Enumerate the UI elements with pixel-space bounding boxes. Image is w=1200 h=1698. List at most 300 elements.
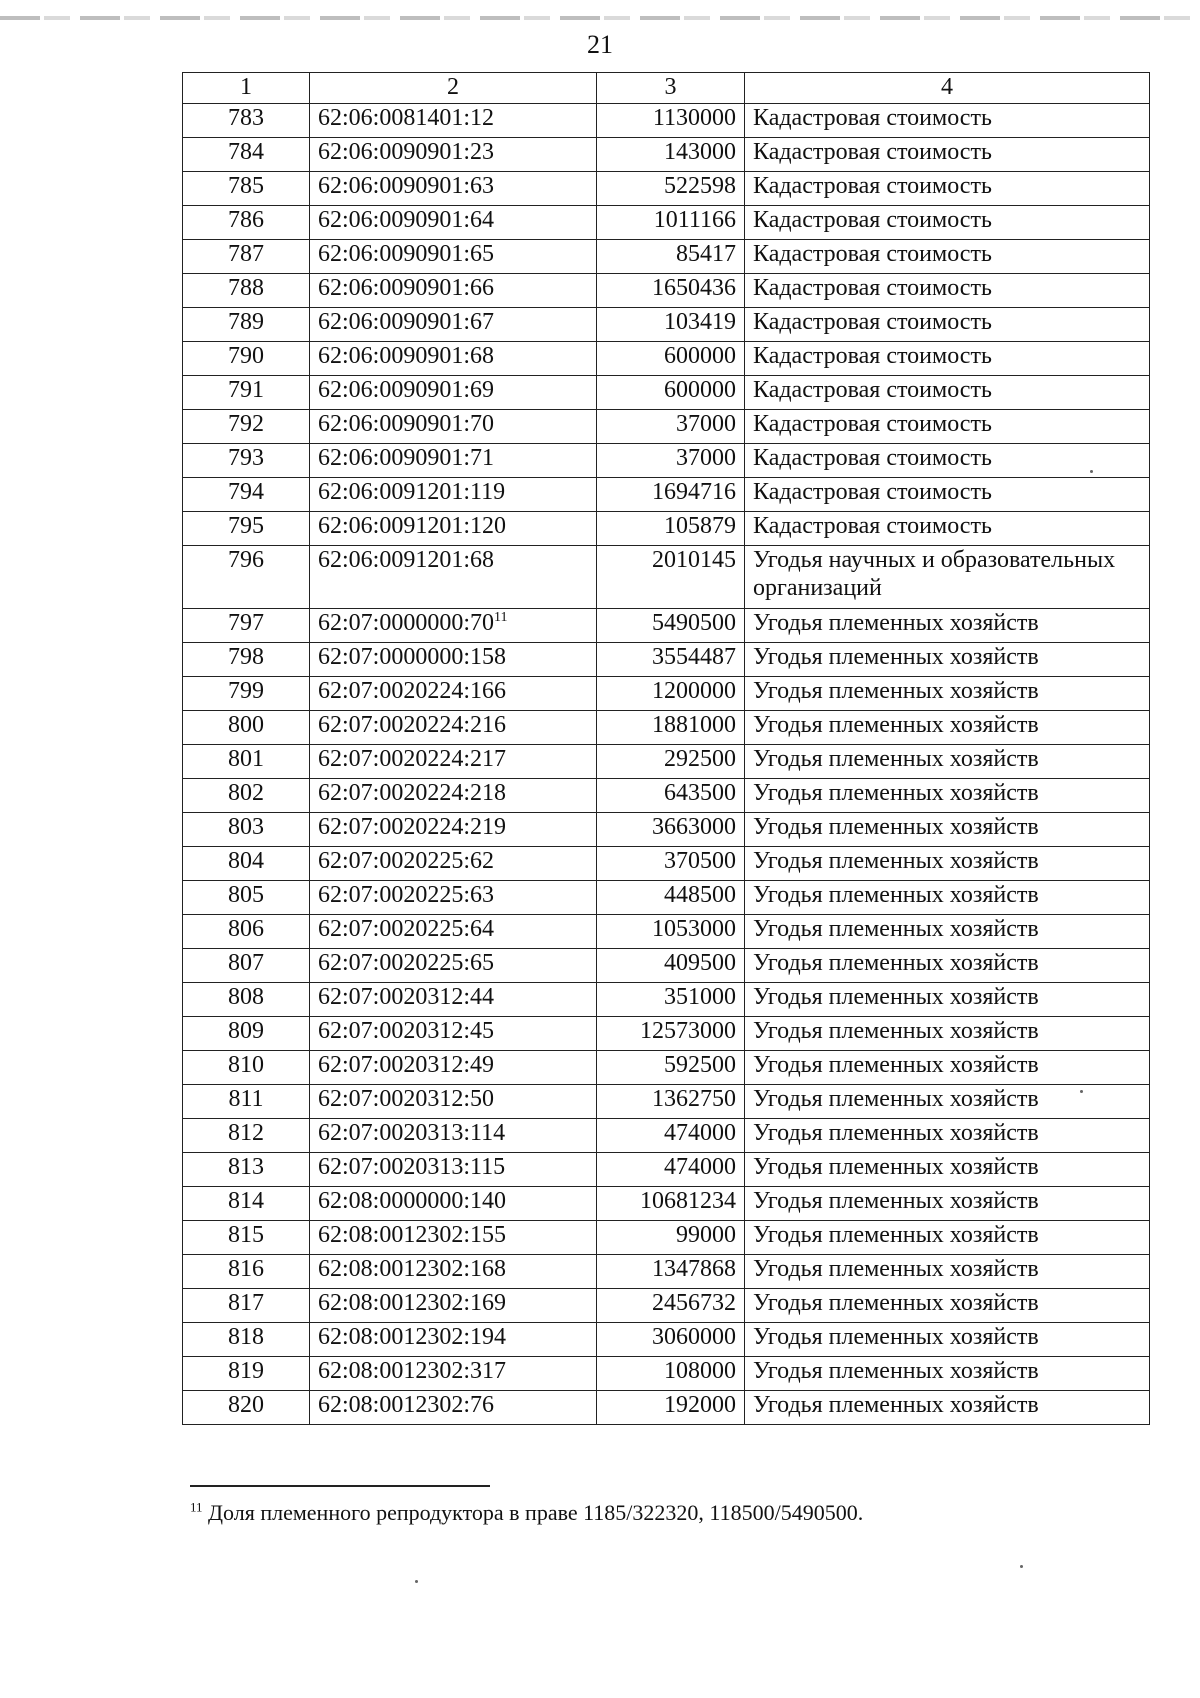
cadastral-number-cell [310, 274, 597, 308]
category-cell [745, 779, 1150, 813]
row-number-cell [183, 1017, 310, 1051]
footnote-divider [190, 1485, 490, 1487]
category-cell-text: Угодья племенных хозяйств [753, 882, 1039, 908]
table-row [183, 1255, 1150, 1289]
row-number-cell-text: 804 [228, 848, 264, 874]
category-cell-text: Угодья племенных хозяйств [753, 712, 1039, 738]
row-number-cell [183, 308, 310, 342]
table-row [183, 172, 1150, 206]
value-cell-text: 3554487 [652, 644, 736, 670]
table-row [183, 444, 1150, 478]
category-cell-text: Угодья племенных хозяйств [753, 780, 1039, 806]
category-cell-text: Угодья племенных хозяйств [753, 1290, 1039, 1316]
category-cell-text: Угодья племенных хозяйств [753, 916, 1039, 942]
cadastral-number-cell [310, 240, 597, 274]
scan-speck [415, 1580, 418, 1583]
row-number-cell-text: 819 [228, 1358, 264, 1384]
row-number-cell-text: 789 [228, 309, 264, 335]
cadastral-number-cell-text: 62:08:0012302:169 [318, 1290, 507, 1316]
row-number-cell-text: 784 [228, 139, 264, 165]
category-cell [745, 240, 1150, 274]
value-cell-text: 592500 [664, 1052, 736, 1078]
cadastral-number-cell [310, 546, 597, 609]
cadastral-number-cell [310, 1119, 597, 1153]
scan-speck [1090, 470, 1093, 473]
row-number-cell-text: 807 [228, 950, 264, 976]
category-cell-text: Угодья племенных хозяйств [753, 1052, 1039, 1078]
table-row [183, 1119, 1150, 1153]
category-cell [745, 1289, 1150, 1323]
value-cell-text: 643500 [664, 780, 736, 806]
cadastral-number-cell-text: 62:07:0020224:218 [318, 780, 507, 806]
category-cell [745, 1323, 1150, 1357]
value-cell [597, 915, 745, 949]
category-cell [745, 1391, 1150, 1425]
table-row [183, 779, 1150, 813]
value-cell-text: 12573000 [640, 1018, 736, 1044]
row-number-cell-text: 798 [228, 644, 264, 670]
row-number-cell-text: 786 [228, 207, 264, 233]
table-row [183, 847, 1150, 881]
column-header-3: 3 [597, 73, 745, 104]
row-number-cell-text: 796 [228, 547, 264, 573]
cadastral-number-cell-text: 62:06:0091201:120 [318, 513, 507, 539]
cadastral-number-cell [310, 206, 597, 240]
cadastral-number-cell [310, 512, 597, 546]
cadastral-number-cell [310, 609, 597, 643]
cadastral-number-cell-text: 62:06:0090901:65 [318, 241, 495, 267]
row-number-cell-text: 799 [228, 678, 264, 704]
category-cell [745, 881, 1150, 915]
category-cell [745, 172, 1150, 206]
category-cell-text: Кадастровая стоимость [753, 241, 992, 267]
column-header-1: 1 [183, 73, 310, 104]
cadastral-number-cell [310, 949, 597, 983]
category-cell [745, 1221, 1150, 1255]
table-row [183, 478, 1150, 512]
category-cell [745, 1153, 1150, 1187]
category-cell-text: Кадастровая стоимость [753, 411, 992, 437]
cadastral-number-cell [310, 342, 597, 376]
row-number-cell [183, 779, 310, 813]
value-cell-text: 448500 [664, 882, 736, 908]
value-cell [597, 104, 745, 138]
category-cell-text: Кадастровая стоимость [753, 377, 992, 403]
row-number-cell [183, 1119, 310, 1153]
category-cell-text: Угодья племенных хозяйств [753, 1188, 1039, 1214]
row-number-cell-text: 806 [228, 916, 264, 942]
row-number-cell [183, 1357, 310, 1391]
category-cell [745, 813, 1150, 847]
category-cell [745, 609, 1150, 643]
table-row [183, 677, 1150, 711]
value-cell [597, 1153, 745, 1187]
category-cell-text: Угодья племенных хозяйств [753, 1154, 1039, 1180]
category-cell [745, 546, 1150, 609]
row-number-cell [183, 609, 310, 643]
table-row [183, 745, 1150, 779]
cadastral-number-cell [310, 643, 597, 677]
row-number-cell [183, 410, 310, 444]
value-cell-text: 37000 [676, 411, 736, 437]
table-row [183, 1357, 1150, 1391]
category-cell [745, 1119, 1150, 1153]
value-cell [597, 1017, 745, 1051]
row-number-cell-text: 800 [228, 712, 264, 738]
value-cell [597, 240, 745, 274]
value-cell [597, 643, 745, 677]
category-cell [745, 677, 1150, 711]
row-number-cell-text: 811 [228, 1086, 264, 1112]
category-cell [745, 342, 1150, 376]
cadastral-number-cell-text: 62:08:0012302:194 [318, 1324, 507, 1350]
value-cell [597, 1119, 745, 1153]
row-number-cell-text: 815 [228, 1222, 264, 1248]
cadastral-number-cell-text: 62:08:0000000:140 [318, 1188, 507, 1214]
value-cell-text: 3060000 [652, 1324, 736, 1350]
cadastral-number-cell [310, 1187, 597, 1221]
row-number-cell-text: 783 [228, 105, 264, 131]
cadastral-number-cell-text: 62:07:0000000:158 [318, 644, 507, 670]
category-cell-text: Кадастровая стоимость [753, 513, 992, 539]
category-cell [745, 138, 1150, 172]
row-number-cell [183, 677, 310, 711]
table-body [183, 104, 1150, 1425]
category-cell-text: Угодья племенных хозяйств [753, 678, 1039, 704]
value-cell [597, 983, 745, 1017]
cadastral-number-cell [310, 1391, 597, 1425]
value-cell-text: 3663000 [652, 814, 736, 840]
row-number-cell [183, 512, 310, 546]
row-number-cell [183, 1391, 310, 1425]
row-number-cell-text: 801 [228, 746, 264, 772]
cadastral-number-cell [310, 104, 597, 138]
cadastral-number-cell [310, 1221, 597, 1255]
table-row [183, 104, 1150, 138]
value-cell [597, 206, 745, 240]
scan-artifact-line [0, 16, 1200, 20]
table-row [183, 138, 1150, 172]
footnote-text: Доля племенного репродуктора в праве 1185/322320, 118500/5490500. [208, 1500, 864, 1525]
value-cell [597, 1391, 745, 1425]
category-cell [745, 1187, 1150, 1221]
footnote [190, 1500, 863, 1526]
cadastral-number-cell [310, 983, 597, 1017]
row-number-cell-text: 817 [228, 1290, 264, 1316]
column-header-4: 4 [745, 73, 1150, 104]
cadastral-number-cell-text: 62:07:0020312:49 [318, 1052, 495, 1078]
value-cell-text: 474000 [664, 1154, 736, 1180]
row-number-cell-text: 797 [228, 610, 264, 636]
cadastral-number-cell [310, 1323, 597, 1357]
value-cell [597, 949, 745, 983]
cadastral-number-cell-text: 62:06:0090901:23 [318, 139, 495, 165]
category-cell-text: Кадастровая стоимость [753, 479, 992, 505]
value-cell-text: 351000 [664, 984, 736, 1010]
value-cell [597, 745, 745, 779]
row-number-cell [183, 881, 310, 915]
cadastral-number-cell-text: 62:06:0090901:67 [318, 309, 495, 335]
value-cell [597, 1085, 745, 1119]
category-cell [745, 1085, 1150, 1119]
row-number-cell [183, 813, 310, 847]
value-cell [597, 274, 745, 308]
value-cell [597, 847, 745, 881]
row-number-cell-text: 809 [228, 1018, 264, 1044]
value-cell [597, 138, 745, 172]
category-cell [745, 847, 1150, 881]
row-number-cell-text: 792 [228, 411, 264, 437]
row-number-cell [183, 1221, 310, 1255]
cadastral-number-cell [310, 376, 597, 410]
table-row [183, 881, 1150, 915]
category-cell-text: Угодья племенных хозяйств [753, 1222, 1039, 1248]
value-cell-text: 522598 [664, 173, 736, 199]
value-cell [597, 478, 745, 512]
table-row [183, 949, 1150, 983]
cadastral-number-cell [310, 1153, 597, 1187]
value-cell-text: 1200000 [652, 678, 736, 704]
value-cell-text: 2456732 [652, 1290, 736, 1316]
table-row [183, 1085, 1150, 1119]
row-number-cell-text: 803 [228, 814, 264, 840]
value-cell-text: 103419 [664, 309, 736, 335]
table-header-row [183, 73, 1150, 104]
category-cell-text: Угодья племенных хозяйств [753, 1392, 1039, 1418]
cadastral-number-cell [310, 1289, 597, 1323]
row-number-cell-text: 794 [228, 479, 264, 505]
value-cell-text: 143000 [664, 139, 736, 165]
category-cell-text: Угодья племенных хозяйств [753, 814, 1039, 840]
row-number-cell [183, 1153, 310, 1187]
row-number-cell-text: 814 [228, 1188, 264, 1214]
value-cell-text: 1053000 [652, 916, 736, 942]
table-row [183, 512, 1150, 546]
category-cell-text: Угодья племенных хозяйств [753, 644, 1039, 670]
category-cell [745, 711, 1150, 745]
category-cell-text: Угодья племенных хозяйств [753, 1256, 1039, 1282]
value-cell [597, 1357, 745, 1391]
value-cell [597, 172, 745, 206]
table-row [183, 609, 1150, 643]
cadastral-number-cell-text: 62:07:0020225:65 [318, 950, 495, 976]
row-number-cell-text: 816 [228, 1256, 264, 1282]
cadastral-number-cell-text: 62:08:0012302:168 [318, 1256, 507, 1282]
cadastral-number-cell-text: 62:08:0012302:317 [318, 1358, 507, 1384]
row-number-cell [183, 711, 310, 745]
row-number-cell [183, 915, 310, 949]
category-cell [745, 512, 1150, 546]
table-row [183, 376, 1150, 410]
value-cell-text: 409500 [664, 950, 736, 976]
row-number-cell-text: 790 [228, 343, 264, 369]
table-row [183, 274, 1150, 308]
category-cell [745, 745, 1150, 779]
value-cell [597, 1323, 745, 1357]
cadastral-number-cell-text: 62:07:0000000:70 [318, 610, 495, 636]
row-number-cell [183, 847, 310, 881]
cadastral-number-cell-text: 62:06:0090901:69 [318, 377, 495, 403]
table-row [183, 410, 1150, 444]
category-cell [745, 376, 1150, 410]
cadastral-number-cell [310, 711, 597, 745]
category-cell-text: Кадастровая стоимость [753, 139, 992, 165]
value-cell [597, 1221, 745, 1255]
table-row [183, 206, 1150, 240]
scan-speck [1080, 1090, 1083, 1093]
cadastral-number-cell-text: 62:06:0090901:71 [318, 445, 495, 471]
row-number-cell [183, 1289, 310, 1323]
value-cell-text: 1694716 [652, 479, 736, 505]
row-number-cell-text: 785 [228, 173, 264, 199]
category-cell-text: Кадастровая стоимость [753, 173, 992, 199]
cadastral-number-cell [310, 1255, 597, 1289]
value-cell-text: 37000 [676, 445, 736, 471]
cadastral-number-cell [310, 881, 597, 915]
table-row [183, 983, 1150, 1017]
category-cell [745, 274, 1150, 308]
cadastral-number-cell-text: 62:06:0090901:66 [318, 275, 495, 301]
table-row [183, 711, 1150, 745]
row-number-cell [183, 1051, 310, 1085]
value-cell [597, 1051, 745, 1085]
table-row [183, 1187, 1150, 1221]
row-number-cell [183, 643, 310, 677]
value-cell [597, 779, 745, 813]
cadastral-number-cell-text: 62:07:0020224:166 [318, 678, 507, 704]
cadastral-number-cell-text: 62:06:0090901:70 [318, 411, 495, 437]
value-cell-text: 1130000 [652, 105, 736, 131]
cadastral-number-cell [310, 745, 597, 779]
table-row [183, 1051, 1150, 1085]
cadastral-number-cell-text: 62:07:0020313:114 [318, 1120, 506, 1146]
row-number-cell [183, 172, 310, 206]
value-cell-text: 600000 [664, 343, 736, 369]
cadastral-number-cell [310, 478, 597, 512]
cadastral-number-cell-text: 62:07:0020224:216 [318, 712, 507, 738]
row-number-cell [183, 104, 310, 138]
cadastral-number-cell [310, 410, 597, 444]
category-cell [745, 206, 1150, 240]
value-cell [597, 1187, 745, 1221]
column-header-2: 2 [310, 73, 597, 104]
value-cell-text: 10681234 [640, 1188, 736, 1214]
value-cell-text: 370500 [664, 848, 736, 874]
value-cell [597, 546, 745, 609]
cadastral-number-cell [310, 1017, 597, 1051]
category-cell-text: Угодья племенных хозяйств [753, 1120, 1039, 1146]
row-number-cell-text: 808 [228, 984, 264, 1010]
value-cell [597, 813, 745, 847]
table-row [183, 643, 1150, 677]
value-cell-text: 1011166 [653, 207, 736, 233]
row-number-cell [183, 1187, 310, 1221]
row-number-cell [183, 983, 310, 1017]
cadastral-number-cell-text: 62:08:0012302:155 [318, 1222, 507, 1248]
category-cell-text: Угодья племенных хозяйств [753, 848, 1039, 874]
row-number-cell-text: 787 [228, 241, 264, 267]
row-number-cell [183, 745, 310, 779]
category-cell-text: Кадастровая стоимость [753, 105, 992, 131]
category-cell [745, 1051, 1150, 1085]
row-number-cell [183, 478, 310, 512]
row-number-cell [183, 1085, 310, 1119]
cadastral-number-cell-text: 62:07:0020225:62 [318, 848, 495, 874]
value-cell-text: 600000 [664, 377, 736, 403]
category-cell [745, 915, 1150, 949]
value-cell-text: 1881000 [652, 712, 736, 738]
value-cell-text: 2010145 [652, 547, 736, 573]
value-cell [597, 342, 745, 376]
cadastral-number-cell [310, 1357, 597, 1391]
category-cell-text: Угодья племенных хозяйств [753, 746, 1039, 772]
category-cell [745, 949, 1150, 983]
value-cell [597, 677, 745, 711]
cadastral-number-cell-text: 62:06:0090901:68 [318, 343, 495, 369]
value-cell [597, 711, 745, 745]
category-cell-text: Угодья племенных хозяйств [753, 1086, 1039, 1112]
value-cell [597, 444, 745, 478]
category-cell [745, 478, 1150, 512]
value-cell-text: 192000 [664, 1392, 736, 1418]
row-number-cell [183, 138, 310, 172]
category-cell-text: Угодья племенных хозяйств [753, 1018, 1039, 1044]
cadastral-number-cell [310, 172, 597, 206]
row-number-cell-text: 805 [228, 882, 264, 908]
value-cell-text: 108000 [664, 1358, 736, 1384]
row-number-cell-text: 812 [228, 1120, 264, 1146]
page-number: 21 [587, 30, 613, 59]
value-cell [597, 609, 745, 643]
row-number-cell-text: 818 [228, 1324, 264, 1350]
footnote-reference: 11 [494, 610, 508, 625]
category-cell-text: Кадастровая стоимость [753, 309, 992, 335]
table-row [183, 546, 1150, 609]
cadastral-number-cell-text: 62:06:0081401:12 [318, 105, 495, 131]
cadastral-number-cell [310, 444, 597, 478]
category-cell-text: Угодья племенных хозяйств [753, 1358, 1039, 1384]
value-cell [597, 1289, 745, 1323]
value-cell-text: 474000 [664, 1120, 736, 1146]
cadastral-number-cell [310, 1085, 597, 1119]
category-cell-text: Кадастровая стоимость [753, 207, 992, 233]
land-registry-table [182, 72, 1150, 1425]
cadastral-number-cell [310, 779, 597, 813]
cadastral-number-cell-text: 62:08:0012302:76 [318, 1392, 495, 1418]
category-cell-text: Угодья племенных хозяйств [753, 1324, 1039, 1350]
value-cell-text: 85417 [676, 241, 736, 267]
cadastral-number-cell-text: 62:07:0020313:115 [318, 1154, 506, 1180]
row-number-cell-text: 802 [228, 780, 264, 806]
row-number-cell-text: 820 [228, 1392, 264, 1418]
category-cell [745, 983, 1150, 1017]
cadastral-number-cell-text: 62:07:0020224:217 [318, 746, 507, 772]
table-row [183, 308, 1150, 342]
table-row [183, 1289, 1150, 1323]
category-cell-text: Угодья племенных хозяйств [753, 610, 1039, 636]
category-cell [745, 643, 1150, 677]
category-cell-text: Угодья научных и образовательных организаций [753, 547, 1116, 601]
cadastral-number-cell-text: 62:06:0090901:64 [318, 207, 495, 233]
cadastral-number-cell-text: 62:07:0020225:64 [318, 916, 495, 942]
category-cell [745, 308, 1150, 342]
cadastral-number-cell-text: 62:07:0020312:50 [318, 1086, 495, 1112]
value-cell-text: 1362750 [652, 1086, 736, 1112]
category-cell-text: Кадастровая стоимость [753, 445, 992, 471]
cadastral-number-cell-text: 62:07:0020224:219 [318, 814, 507, 840]
category-cell [745, 104, 1150, 138]
row-number-cell [183, 240, 310, 274]
